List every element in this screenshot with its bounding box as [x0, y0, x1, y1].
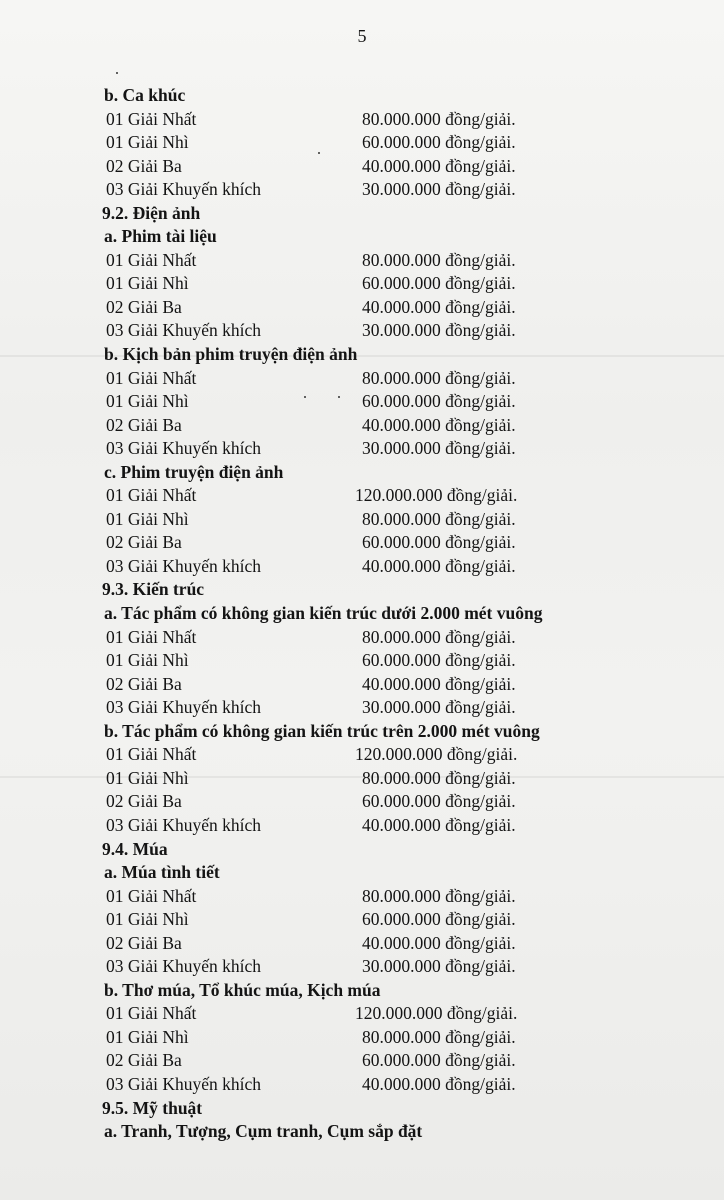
prize-label: 01 Giải Nhất: [106, 249, 197, 270]
heading-text: a. Phim tài liệu: [104, 226, 217, 247]
prize-amount: 60.000.000 đồng/giải.: [362, 391, 516, 412]
heading-text: 9.5. Mỹ thuật: [102, 1097, 203, 1118]
prize-row: [0, 743, 724, 767]
prize-row: [0, 296, 724, 320]
prize-row: [0, 108, 724, 132]
subsection-heading: [0, 720, 724, 744]
prize-amount: 80.000.000 đồng/giải.: [362, 249, 516, 270]
prize-list: [0, 84, 724, 1144]
heading-text: 9.4. Múa: [102, 838, 168, 859]
prize-amount: 80.000.000 đồng/giải.: [362, 626, 516, 647]
heading-text: a. Tranh, Tượng, Cụm tranh, Cụm sắp đặt: [104, 1121, 423, 1142]
prize-amount: 30.000.000 đồng/giải.: [362, 179, 516, 200]
prize-row: [0, 908, 724, 932]
prize-row: [0, 1002, 724, 1026]
prize-amount: 60.000.000 đồng/giải.: [362, 132, 516, 153]
subsection-heading: [0, 979, 724, 1003]
prize-label: 02 Giải Ba: [106, 673, 182, 694]
prize-label: 02 Giải Ba: [106, 791, 182, 812]
prize-amount: 120.000.000 đồng/giải.: [355, 1003, 518, 1024]
heading-text: a. Múa tình tiết: [104, 862, 220, 883]
prize-amount: 40.000.000 đồng/giải.: [362, 555, 516, 576]
prize-label: 01 Giải Nhất: [106, 626, 197, 647]
prize-label: 02 Giải Ba: [106, 296, 182, 317]
prize-amount: 60.000.000 đồng/giải.: [362, 791, 516, 812]
prize-label: 02 Giải Ba: [106, 532, 182, 553]
prize-amount: 120.000.000 đồng/giải.: [355, 744, 518, 765]
paper-speck: [116, 72, 118, 74]
subsection-heading: [0, 861, 724, 885]
prize-label: 01 Giải Nhất: [106, 1003, 197, 1024]
subsection-heading: [0, 461, 724, 485]
page-number: 5: [357, 26, 367, 46]
prize-label: 03 Giải Khuyến khích: [106, 555, 262, 576]
prize-amount: 40.000.000 đồng/giải.: [362, 932, 516, 953]
prize-label: 01 Giải Nhất: [106, 367, 197, 388]
prize-row: [0, 484, 724, 508]
subsection-heading: [0, 225, 724, 249]
prize-label: 01 Giải Nhì: [106, 273, 189, 294]
prize-amount: 60.000.000 đồng/giải.: [362, 532, 516, 553]
prize-label: 01 Giải Nhì: [106, 767, 189, 788]
heading-text: 9.3. Kiến trúc: [102, 579, 205, 600]
subsection-heading: [0, 343, 724, 367]
prize-amount: 60.000.000 đồng/giải.: [362, 273, 516, 294]
prize-row: [0, 531, 724, 555]
prize-label: 02 Giải Ba: [106, 414, 182, 435]
prize-amount: 40.000.000 đồng/giải.: [362, 155, 516, 176]
prize-label: 01 Giải Nhất: [106, 744, 197, 765]
prize-label: 03 Giải Khuyến khích: [106, 179, 262, 200]
prize-row: [0, 885, 724, 909]
prize-amount: 60.000.000 đồng/giải.: [362, 1050, 516, 1071]
prize-amount: 80.000.000 đồng/giải.: [362, 108, 516, 129]
prize-label: 03 Giải Khuyến khích: [106, 697, 262, 718]
prize-row: [0, 932, 724, 956]
prize-label: 01 Giải Nhì: [106, 909, 189, 930]
prize-label: 01 Giải Nhì: [106, 1026, 189, 1047]
prize-row: [0, 955, 724, 979]
prize-amount: 80.000.000 đồng/giải.: [362, 1026, 516, 1047]
prize-amount: 40.000.000 đồng/giải.: [362, 1073, 516, 1094]
prize-row: [0, 790, 724, 814]
prize-row: [0, 272, 724, 296]
prize-label: 01 Giải Nhất: [106, 485, 197, 506]
prize-row: [0, 555, 724, 579]
prize-label: 01 Giải Nhì: [106, 132, 189, 153]
heading-text: b. Ca khúc: [104, 85, 186, 105]
subsection-heading: [0, 602, 724, 626]
prize-label: 02 Giải Ba: [106, 932, 182, 953]
heading-text: c. Phim truyện điện ảnh: [104, 461, 284, 482]
prize-label: 01 Giải Nhất: [106, 885, 197, 906]
prize-row: [0, 696, 724, 720]
prize-row: [0, 390, 724, 414]
heading-text: 9.2. Điện ảnh: [102, 202, 201, 223]
prize-row: [0, 1049, 724, 1073]
prize-amount: 30.000.000 đồng/giải.: [362, 956, 516, 977]
prize-row: [0, 178, 724, 202]
section-heading: [0, 578, 724, 602]
prize-amount: 40.000.000 đồng/giải.: [362, 296, 516, 317]
heading-text: b. Tác phẩm có không gian kiến trúc trên 2.000 mét vuông: [104, 720, 540, 741]
prize-row: [0, 1026, 724, 1050]
prize-row: [0, 767, 724, 791]
prize-row: [0, 131, 724, 155]
prize-label: 01 Giải Nhì: [106, 391, 189, 412]
prize-amount: 80.000.000 đồng/giải.: [362, 767, 516, 788]
prize-row: [0, 155, 724, 179]
prize-amount: 80.000.000 đồng/giải.: [362, 885, 516, 906]
subsection-heading: [0, 1120, 724, 1144]
prize-label: 01 Giải Nhì: [106, 508, 189, 529]
prize-amount: 30.000.000 đồng/giải.: [362, 697, 516, 718]
prize-label: 03 Giải Khuyến khích: [106, 438, 262, 459]
prize-row: [0, 319, 724, 343]
prize-amount: 40.000.000 đồng/giải.: [362, 414, 516, 435]
section-heading: [0, 1097, 724, 1121]
section-heading: [0, 838, 724, 862]
prize-amount: 30.000.000 đồng/giải.: [362, 438, 516, 459]
prize-label: 03 Giải Khuyến khích: [106, 814, 262, 835]
prize-row: [0, 649, 724, 673]
prize-row: [0, 414, 724, 438]
prize-amount: 30.000.000 đồng/giải.: [362, 320, 516, 341]
prize-amount: 40.000.000 đồng/giải.: [362, 673, 516, 694]
heading-text: a. Tác phẩm có không gian kiến trúc dưới 2.000 mét vuông: [104, 603, 543, 624]
prize-label: 01 Giải Nhì: [106, 650, 189, 671]
prize-amount: 120.000.000 đồng/giải.: [355, 485, 518, 506]
prize-row: [0, 673, 724, 697]
prize-row: [0, 249, 724, 273]
prize-row: [0, 508, 724, 532]
prize-row: [0, 1073, 724, 1097]
prize-amount: 80.000.000 đồng/giải.: [362, 367, 516, 388]
prize-label: 02 Giải Ba: [106, 155, 182, 176]
section-heading: [0, 202, 724, 226]
prize-amount: 80.000.000 đồng/giải.: [362, 508, 516, 529]
prize-label: 03 Giải Khuyến khích: [106, 320, 262, 341]
prize-label: 01 Giải Nhất: [106, 108, 197, 129]
subsection-heading: [0, 84, 724, 108]
prize-row: [0, 814, 724, 838]
prize-amount: 60.000.000 đồng/giải.: [362, 909, 516, 930]
prize-label: 03 Giải Khuyến khích: [106, 1073, 262, 1094]
heading-text: b. Thơ múa, Tổ khúc múa, Kịch múa: [104, 979, 381, 1000]
prize-row: [0, 367, 724, 391]
prize-row: [0, 437, 724, 461]
prize-row: [0, 626, 724, 650]
prize-amount: 40.000.000 đồng/giải.: [362, 814, 516, 835]
prize-label: 03 Giải Khuyến khích: [106, 956, 262, 977]
heading-text: b. Kịch bản phim truyện điện ảnh: [104, 344, 358, 365]
prize-label: 02 Giải Ba: [106, 1050, 182, 1071]
prize-amount: 60.000.000 đồng/giải.: [362, 650, 516, 671]
